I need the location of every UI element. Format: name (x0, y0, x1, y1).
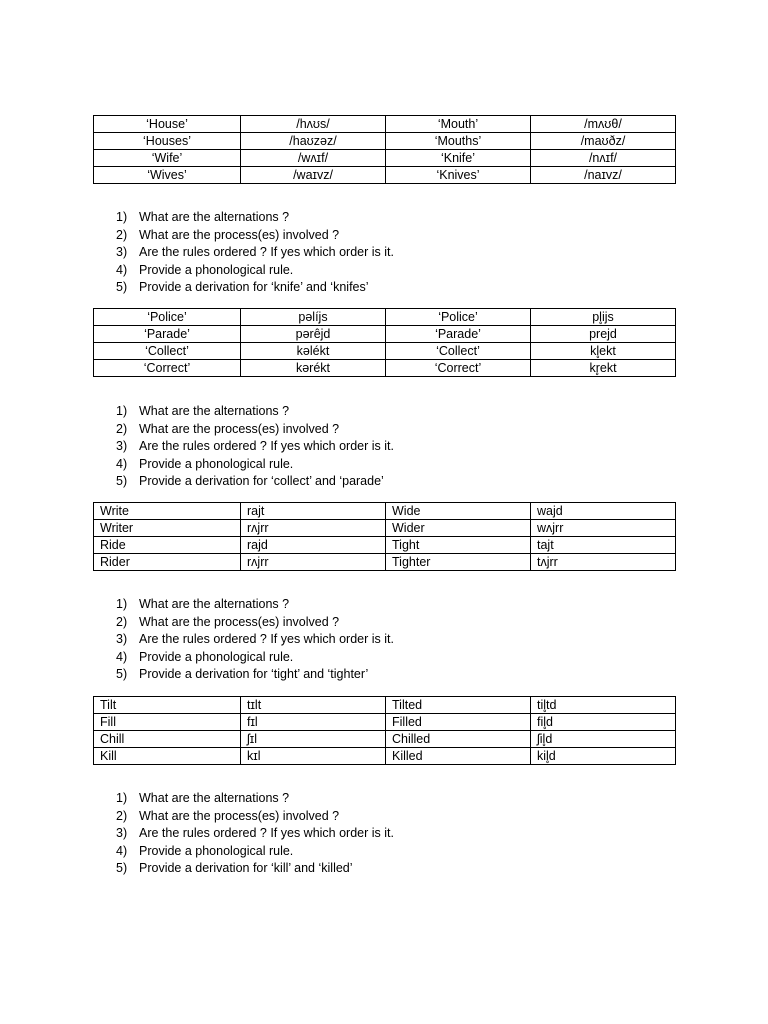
list-item (116, 421, 394, 439)
table-cell: tɪlt (241, 697, 386, 714)
table-cell: ‘Houses’ (94, 133, 241, 150)
list-number: 5) (116, 667, 128, 682)
list-item (116, 244, 394, 262)
table-cell: fil̥d (531, 714, 676, 731)
list-item (116, 843, 394, 861)
question-text: Provide a derivation for ‘kill’ and ‘killed’ (139, 861, 353, 876)
list-number: 4) (116, 456, 128, 471)
table-row (94, 309, 676, 326)
table-row (94, 503, 676, 520)
table-cell: ʃɪl (241, 731, 386, 748)
question-text: What are the process(es) involved ? (139, 614, 340, 629)
table-cell: /hʌʊs/ (241, 116, 386, 133)
table-cell: ‘Police’ (94, 309, 241, 326)
table-row (94, 360, 676, 377)
table-cell: Tilt (94, 697, 241, 714)
table-cell: /wʌɪf/ (241, 150, 386, 167)
question-text: What are the alternations ? (139, 597, 290, 611)
list-item (116, 596, 394, 614)
word-table-1 (93, 115, 676, 184)
list-number: 4) (116, 262, 128, 277)
table-cell: Tighter (386, 554, 531, 571)
table-cell: ‘Wives’ (94, 167, 241, 184)
table-cell: Kill (94, 748, 241, 765)
table-cell: tʌjrr (531, 554, 676, 571)
table-cell: Chilled (386, 731, 531, 748)
table-cell: ‘Knives’ (386, 167, 531, 184)
list-number: 4) (116, 843, 128, 858)
list-number: 1) (116, 597, 128, 611)
list-item (116, 438, 394, 456)
table-row (94, 133, 676, 150)
list-number: 2) (116, 227, 128, 242)
question-text: Provide a phonological rule. (139, 649, 294, 664)
question-text: What are the process(es) involved ? (139, 808, 340, 823)
table-row (94, 697, 676, 714)
table-cell: Rider (94, 554, 241, 571)
list-number: 2) (116, 808, 128, 823)
table-cell: Wide (386, 503, 531, 520)
table-cell: rajt (241, 503, 386, 520)
table-cell: pl̥ijs (531, 309, 676, 326)
table-cell: Writer (94, 520, 241, 537)
list-number: 1) (116, 404, 128, 418)
table-cell: Write (94, 503, 241, 520)
table-cell: pərêjd (241, 326, 386, 343)
table-cell: ‘Collect’ (386, 343, 531, 360)
question-text: Provide a phonological rule. (139, 843, 294, 858)
table-cell: wʌjrr (531, 520, 676, 537)
table-cell: ‘Knife’ (386, 150, 531, 167)
list-item (116, 209, 394, 227)
table-cell: /nʌɪf/ (531, 150, 676, 167)
question-text: Are the rules ordered ? If yes which order is it. (139, 245, 394, 260)
list-item (116, 227, 394, 245)
question-list-4 (116, 790, 394, 878)
table-cell: kil̥d (531, 748, 676, 765)
table-cell: kəlékt (241, 343, 386, 360)
table-cell: pəlíjs (241, 309, 386, 326)
table-cell: kɪl (241, 748, 386, 765)
word-table-2 (93, 308, 676, 377)
table-cell: rʌjrr (241, 554, 386, 571)
table-row (94, 748, 676, 765)
table-cell: Tight (386, 537, 531, 554)
table-cell: kərékt (241, 360, 386, 377)
question-text: Provide a phonological rule. (139, 456, 294, 471)
question-text: Provide a phonological rule. (139, 262, 294, 277)
question-text: Provide a derivation for ‘collect’ and ‘parade’ (139, 474, 384, 489)
list-item (116, 825, 394, 843)
list-item (116, 473, 394, 491)
table-row (94, 150, 676, 167)
table-row (94, 167, 676, 184)
list-item (116, 631, 394, 649)
table-cell: ‘Wife’ (94, 150, 241, 167)
question-text: Are the rules ordered ? If yes which order is it. (139, 439, 394, 454)
table-row (94, 116, 676, 133)
list-number: 1) (116, 791, 128, 805)
table-cell: Fill (94, 714, 241, 731)
list-number: 3) (116, 439, 128, 454)
list-item (116, 860, 394, 878)
table-cell: ‘Parade’ (94, 326, 241, 343)
list-item (116, 808, 394, 826)
list-number: 5) (116, 861, 128, 876)
list-number: 3) (116, 826, 128, 841)
question-text: What are the alternations ? (139, 404, 290, 418)
table-cell: Tilted (386, 697, 531, 714)
question-text: Are the rules ordered ? If yes which order is it. (139, 632, 394, 647)
question-text: Are the rules ordered ? If yes which order is it. (139, 826, 394, 841)
question-text: What are the alternations ? (139, 791, 290, 805)
table-cell: ‘Collect’ (94, 343, 241, 360)
table-cell: Filled (386, 714, 531, 731)
list-number: 3) (116, 245, 128, 260)
table-row (94, 731, 676, 748)
table-row (94, 343, 676, 360)
table-cell: /maʊðz/ (531, 133, 676, 150)
list-item (116, 262, 394, 280)
table-cell: ‘Mouths’ (386, 133, 531, 150)
list-item (116, 279, 394, 297)
table-cell: kr̥ekt (531, 360, 676, 377)
question-text: What are the process(es) involved ? (139, 227, 340, 242)
list-item (116, 649, 394, 667)
question-list-2 (116, 403, 394, 491)
table-cell: ‘Police’ (386, 309, 531, 326)
word-table-3 (93, 502, 676, 571)
list-item (116, 456, 394, 474)
question-text: Provide a derivation for ‘tight’ and ‘tighter’ (139, 667, 369, 682)
table-row (94, 520, 676, 537)
table-cell: ‘Mouth’ (386, 116, 531, 133)
list-number: 3) (116, 632, 128, 647)
table-cell: Wider (386, 520, 531, 537)
question-text: What are the alternations ? (139, 210, 290, 224)
table-row (94, 537, 676, 554)
table-cell: ‘Parade’ (386, 326, 531, 343)
question-text: What are the process(es) involved ? (139, 421, 340, 436)
list-number: 4) (116, 649, 128, 664)
question-list-1 (116, 209, 394, 297)
question-list-3 (116, 596, 394, 684)
table-cell: rʌjrr (241, 520, 386, 537)
table-cell: Chill (94, 731, 241, 748)
table-cell: fɪl (241, 714, 386, 731)
list-number: 2) (116, 614, 128, 629)
table-cell: kl̥ekt (531, 343, 676, 360)
table-cell: prejd (531, 326, 676, 343)
list-item (116, 666, 394, 684)
word-table-4 (93, 696, 676, 765)
table-cell: ʃil̥d (531, 731, 676, 748)
question-text: Provide a derivation for ‘knife’ and ‘knifes’ (139, 280, 369, 295)
table-row (94, 714, 676, 731)
table-cell: wajd (531, 503, 676, 520)
list-item (116, 403, 394, 421)
table-row (94, 326, 676, 343)
list-item (116, 790, 394, 808)
table-cell: Killed (386, 748, 531, 765)
table-cell: Ride (94, 537, 241, 554)
table-cell: /mʌʊθ/ (531, 116, 676, 133)
table-cell: tajt (531, 537, 676, 554)
table-cell: /naɪvz/ (531, 167, 676, 184)
table-cell: /haʊzəz/ (241, 133, 386, 150)
list-number: 2) (116, 421, 128, 436)
table-cell: ‘House’ (94, 116, 241, 133)
list-number: 1) (116, 210, 128, 224)
list-item (116, 614, 394, 632)
table-row (94, 554, 676, 571)
table-cell: rajd (241, 537, 386, 554)
list-number: 5) (116, 474, 128, 489)
table-cell: ‘Correct’ (94, 360, 241, 377)
table-cell: ‘Correct’ (386, 360, 531, 377)
list-number: 5) (116, 280, 128, 295)
table-cell: til̥td (531, 697, 676, 714)
table-cell: /waɪvz/ (241, 167, 386, 184)
